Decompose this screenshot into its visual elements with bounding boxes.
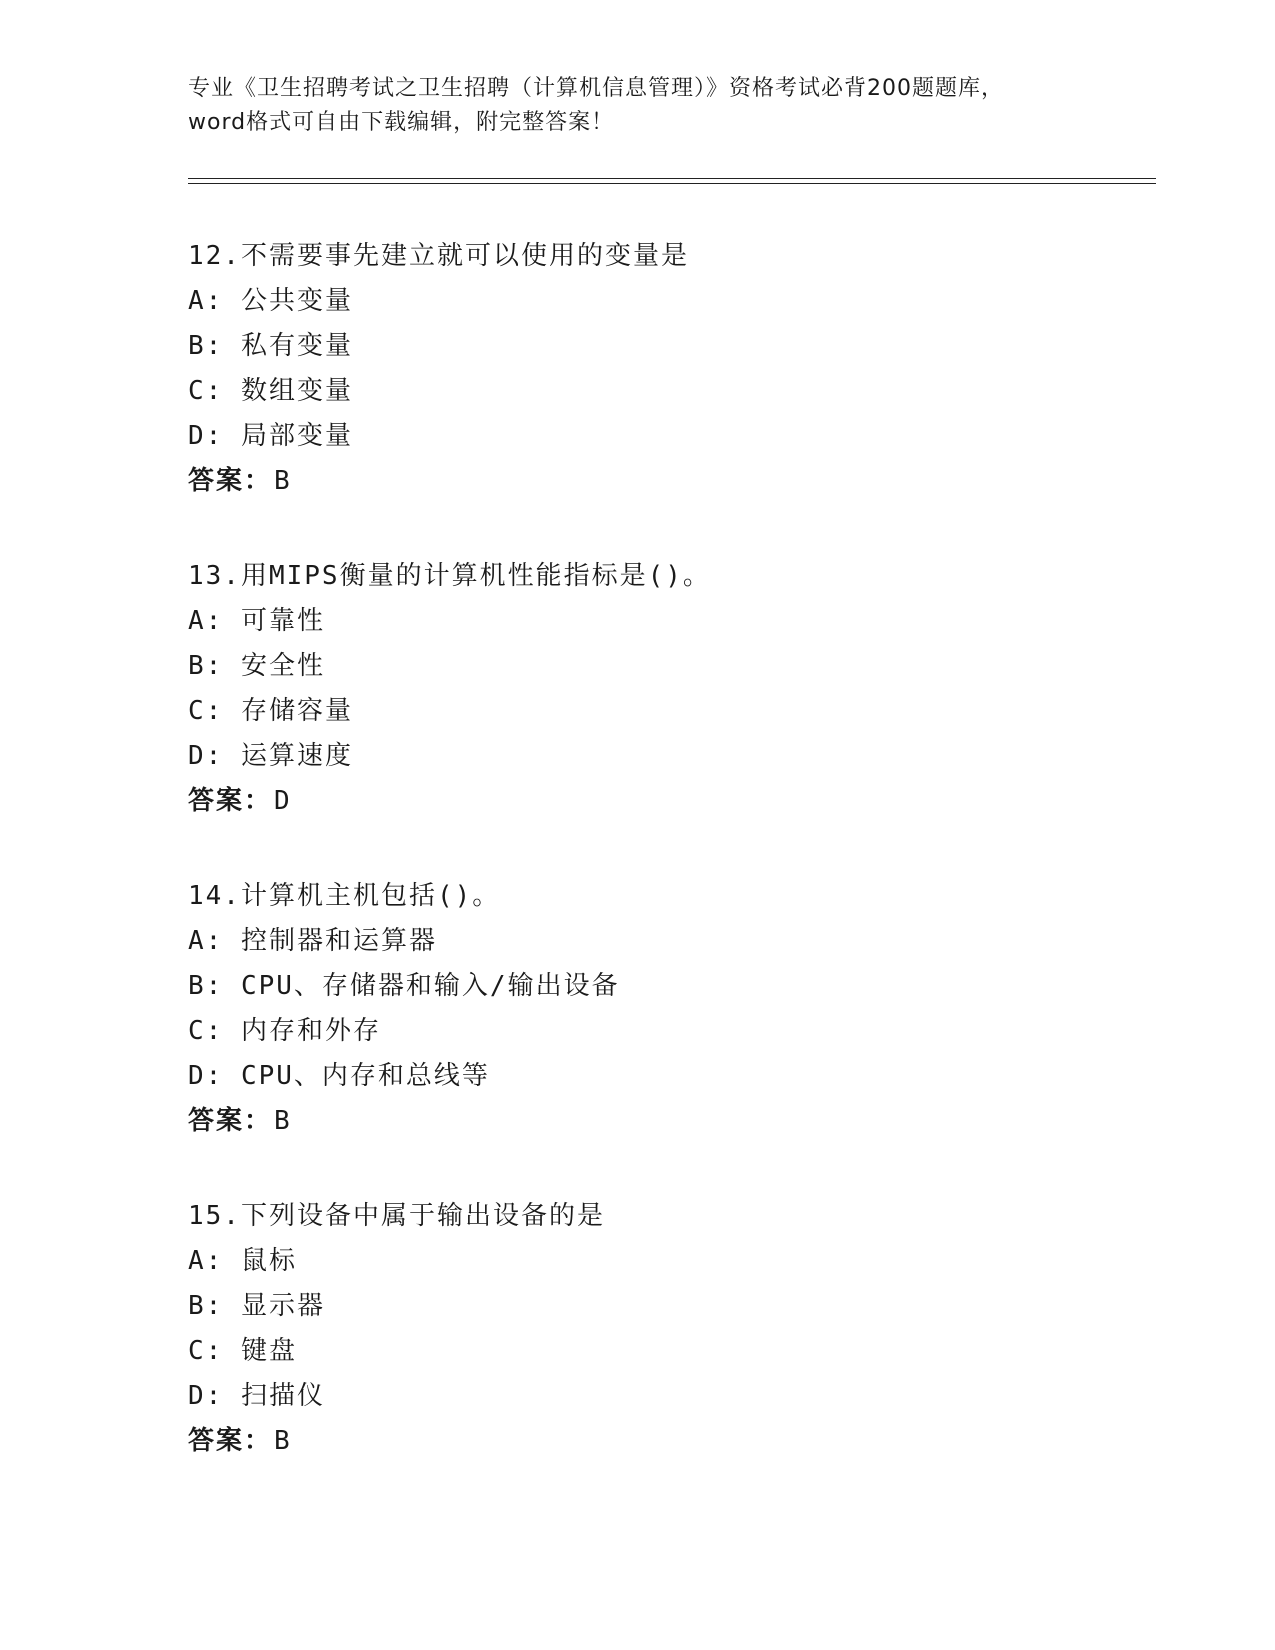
answer-value: B [274,1106,290,1136]
option-d: D: 扫描仪 [188,1381,325,1411]
question-title: 15.下列设备中属于输出设备的是 [188,1201,605,1231]
option-d: D: 运算速度 [188,741,353,771]
question-14 [188,874,1088,1144]
option-a: A: 可靠性 [188,606,325,636]
answer-value: B [274,466,290,496]
answer-line [188,1419,1088,1464]
question-15 [188,1194,1088,1464]
option-a: A: 控制器和运算器 [188,926,437,956]
question-title: 14.计算机主机包括()。 [188,881,501,911]
answer-label: 答案： [188,466,273,496]
answer-value: B [274,1426,290,1456]
header-divider-bottom [188,183,1156,184]
option-a: A: 鼠标 [188,1246,297,1276]
answer-label: 答案： [188,1426,273,1456]
question-title: 12.不需要事先建立就可以使用的变量是 [188,241,689,271]
question-12 [188,234,1088,504]
option-b: B: 安全性 [188,651,325,681]
header-divider-top [188,178,1156,179]
option-b: B: 显示器 [188,1291,325,1321]
header-line-2: word格式可自由下载编辑，附完整答案！ [188,110,615,135]
option-b: B: 私有变量 [188,331,353,361]
option-d: D: 局部变量 [188,421,353,451]
option-d: D: CPU、内存和总线等 [188,1061,490,1091]
answer-label: 答案： [188,1106,273,1136]
answer-value: D [274,786,290,816]
answer-line [188,459,1088,504]
question-title: 13.用MIPS衡量的计算机性能指标是()。 [188,561,711,591]
header-line-1: 专业《卫生招聘考试之卫生招聘（计算机信息管理）》资格考试必背200题题库， [188,76,1004,101]
option-c: C: 数组变量 [188,376,353,406]
answer-line [188,1099,1088,1144]
question-13 [188,554,1088,824]
document-header [188,72,1088,140]
option-c: C: 存储容量 [188,696,353,726]
option-a: A: 公共变量 [188,286,353,316]
option-c: C: 内存和外存 [188,1016,381,1046]
option-c: C: 键盘 [188,1336,297,1366]
option-b: B: CPU、存储器和输入/输出设备 [188,971,620,1001]
answer-line [188,779,1088,824]
answer-label: 答案： [188,786,273,816]
